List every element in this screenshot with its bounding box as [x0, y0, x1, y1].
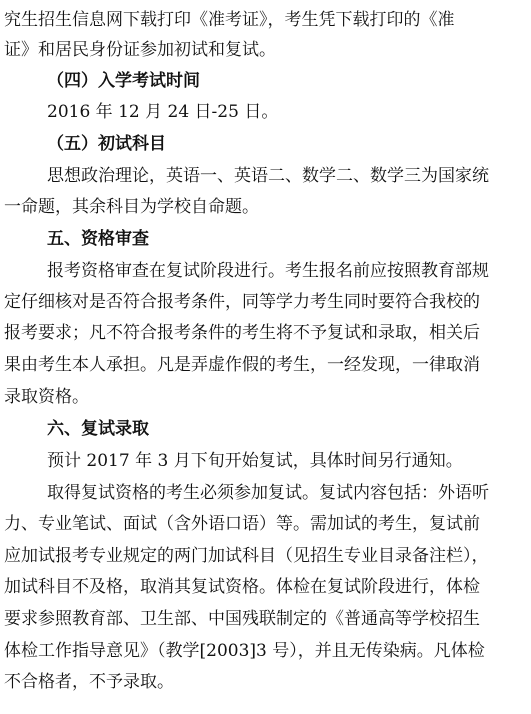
section-heading: 五、资格审查	[47, 229, 149, 249]
exam-date-text: 2016 年 12 月 24 日-25 日。	[47, 102, 279, 122]
paragraph-line: 加试科目不及格，取消其复试资格。体检在复试阶段进行，体检	[4, 577, 480, 597]
paragraph-line: 应加试报考专业规定的两门加试科目（见招生专业目录备注栏），	[4, 546, 489, 566]
paragraph-line: 录取资格。	[4, 387, 89, 407]
paragraph-line: 定仔细核对是否符合报考条件，同等学力考生同时要符合我校的	[4, 292, 480, 312]
paragraph-line: 取得复试资格的考生必须参加复试。复试内容包括：外语听	[47, 483, 489, 503]
paragraph-line: 证》和居民身份证参加初试和复试。	[4, 40, 276, 60]
paragraph-line: 果由考生本人承担。凡是弄虚作假的考生，一经发现，一律取消	[4, 355, 480, 375]
paragraph-line: 体检工作指导意见》（教学[2003]3 号），并且无传染病。凡体检	[4, 641, 485, 661]
paragraph-line: 报考资格审查在复试阶段进行。考生报名前应按照教育部规	[47, 261, 489, 281]
paragraph-line: 一命题，其余科目为学校自命题。	[4, 197, 259, 217]
paragraph-line: 不合格者，不予录取。	[4, 672, 174, 692]
paragraph-line: 究生招生信息网下载打印《准考证》，考生凭下载打印的《准	[4, 10, 455, 30]
subsection-heading: （五）初试科目	[47, 134, 166, 154]
paragraph-line: 预计 2017 年 3 月下旬开始复试，具体时间另行通知。	[47, 451, 463, 471]
paragraph-line: 思想政治理论，英语一、英语二、数学二、数学三为国家统	[47, 166, 489, 186]
paragraph-line: 报考要求；凡不符合报考条件的考生将不予复试和录取，相关后	[4, 323, 480, 343]
section-heading: 六、复试录取	[47, 419, 149, 439]
paragraph-line: 要求参照教育部、卫生部、中国残联制定的《普通高等学校招生	[4, 609, 480, 629]
subsection-heading: （四）入学考试时间	[47, 71, 200, 91]
paragraph-line: 力、专业笔试、面试（含外语口语）等。需加试的考生，复试前	[4, 514, 480, 534]
